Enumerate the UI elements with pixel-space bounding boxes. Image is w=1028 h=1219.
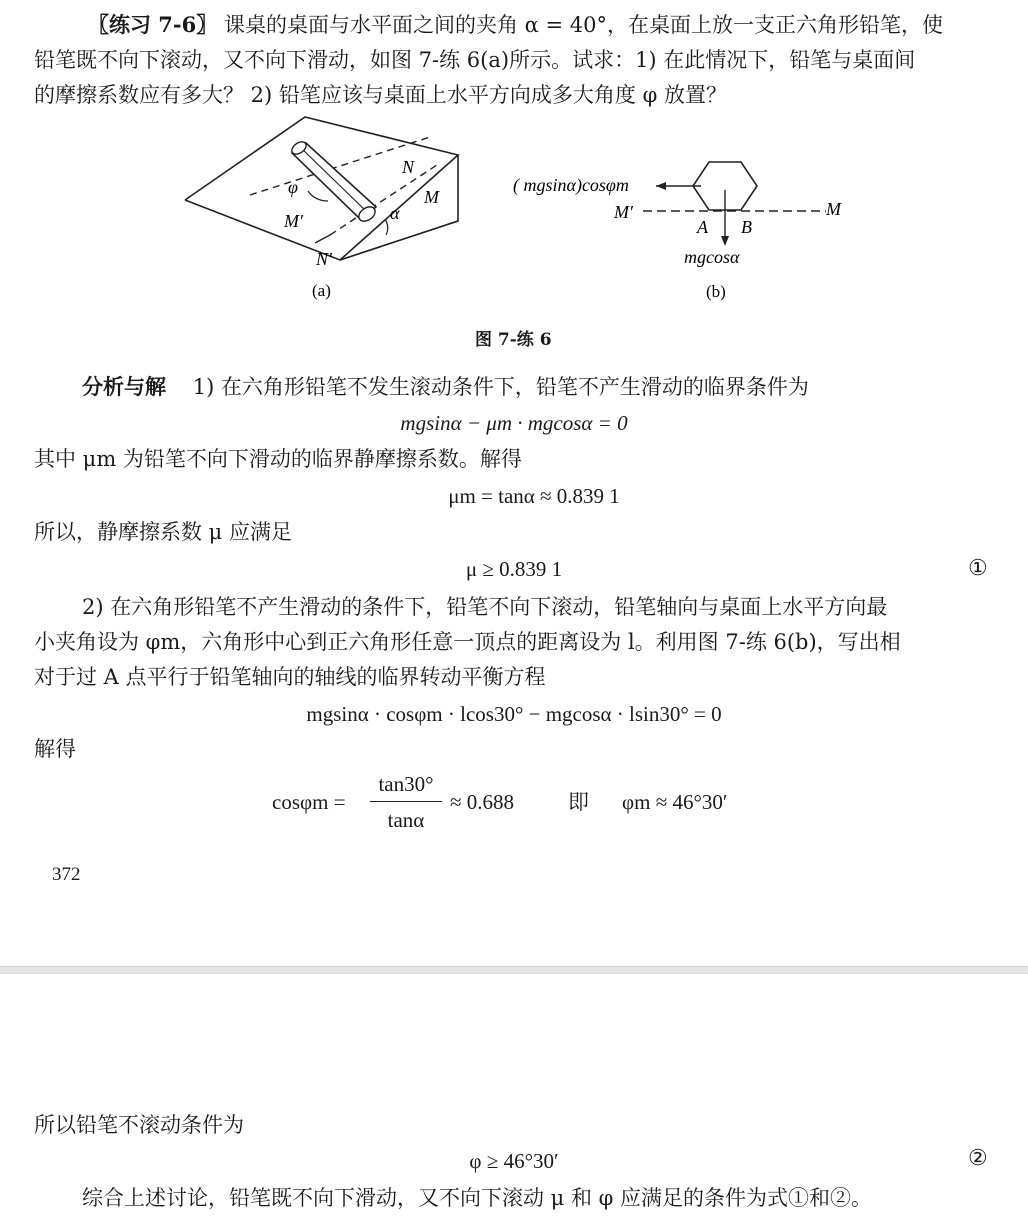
analysis-p7: 解得 [34,737,76,761]
equation-1: mgsinα − μm · mgcosα = 0 [400,411,628,435]
label-m-prime: M′ [284,211,303,231]
analysis-p1: 1) 在六角形铅笔不发生滚动条件下，铅笔不产生滑动的临界条件为 [192,375,809,399]
figure-caption: 图 7-练 6 [475,330,552,350]
label-alpha: α [390,203,400,223]
analysis-p5: 小夹角设为 φm，六角形中心到正六角形任意一顶点的距离设为 l。利用图 7-练 6(b)，写出相 [34,630,901,654]
alpha-arc [385,219,388,235]
equation-6: φ ≥ 46°30′ [469,1149,559,1173]
continued-p8: 所以铅笔不滚动条件为 [34,1113,244,1137]
analysis-line-1 [82,372,809,402]
label-m-b: M [826,199,841,219]
label-n-prime: N′ [316,249,332,269]
equation-5-result: φm ≈ 46°30′ [622,790,728,814]
label-n: N [402,157,415,177]
force-arrowhead-h [656,182,666,190]
label-force-h: ( mgsinα)cosφm [513,175,629,195]
force-arrowhead-v [721,236,729,246]
label-m: M [424,187,439,207]
label-a-point: A [697,217,708,237]
figure-b [508,150,858,305]
equation-5-ji: 即 [568,790,589,814]
desk-plane-edge [185,117,458,260]
line-nn-end [315,235,330,243]
equation-5-numerator: tan30° [378,772,434,796]
equation-mark-2: ② [968,1146,988,1171]
problem-label: 〖练习 7-6〗 [88,12,218,37]
label-sub-a: (a) [312,281,331,300]
analysis-p2: 其中 μm 为铅笔不向下滑动的临界静摩擦系数。解得 [34,447,522,471]
problem-line-2: 铅笔既不向下滚动，又不向下滑动，如图 7-练 6(a)所示。试求：1) 在此情况下，铅笔与桌面间 [34,48,916,72]
analysis-heading: 分析与解 [82,374,166,399]
analysis-p3: 所以，静摩擦系数 μ 应满足 [34,520,292,544]
equation-2: μm = tanα ≈ 0.839 1 [448,484,620,508]
equation-5-lhs: cosφm = [272,790,346,814]
equation-5-denominator: tanα [387,808,425,832]
slope-base [340,221,458,260]
analysis-p6: 对于过 A 点平行于铅笔轴向的轴线的临界转动平衡方程 [34,665,546,689]
equation-5-rhs: ≈ 0.688 [450,790,515,814]
problem-text-1: 课桌的桌面与水平面之间的夹角 α = 40°，在桌面上放一支正六角形铅笔，使 [223,13,943,37]
problem-line-3: 的摩擦系数应有多大？ 2) 铅笔应该与桌面上水平方向成多大角度 φ 放置？ [34,83,727,107]
label-sub-b: (b) [706,282,726,301]
continued-p9: 综合上述讨论，铅笔既不向下滑动，又不向下滚动 μ 和 φ 应满足的条件为式①和②。 [82,1186,873,1210]
fraction-bar [370,801,442,802]
figure-a [180,115,480,305]
label-m-prime-b: M′ [614,202,633,222]
phi-arc [308,191,328,201]
page-divider [0,966,1028,974]
page-number: 372 [52,864,81,885]
label-force-v: mgcosα [684,247,740,267]
label-b-point: B [741,217,752,237]
analysis-p4: 2) 在六角形铅笔不产生滑动的条件下，铅笔不向下滚动，铅笔轴向与桌面上水平方向最 [82,595,888,619]
equation-3: μ ≥ 0.839 1 [465,557,563,581]
equation-mark-1: ① [968,556,988,581]
problem-line-1 [88,10,943,40]
equation-4: mgsinα · cosφm · lcos30° − mgcosα · lsin30° = 0 [306,702,722,726]
label-phi: φ [288,177,298,197]
